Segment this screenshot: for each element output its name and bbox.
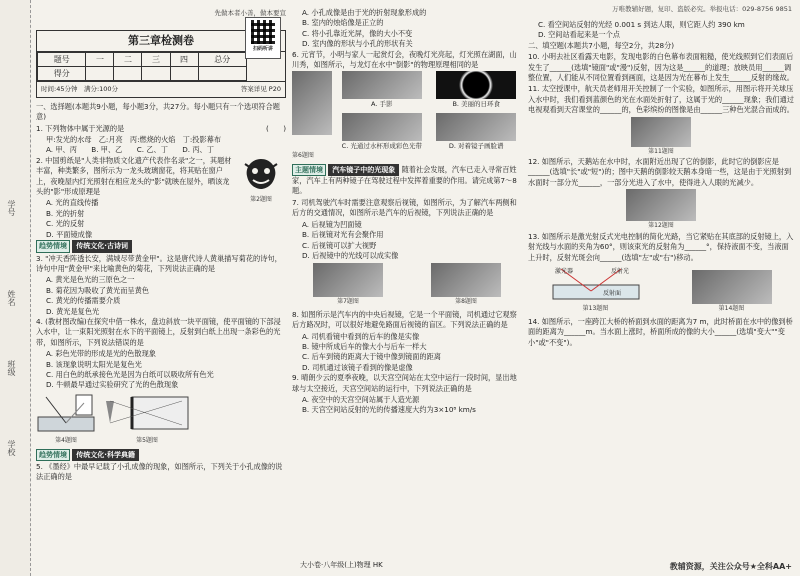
page-footer: 大小卷·八年级(上)物理 HK (300, 561, 383, 569)
question-5-option[interactable]: D. 室内像的形状与小孔的形状有关 (302, 39, 413, 49)
question-4: 4. (教材图改编)在探究中借一株水，盘边斜放一块平面镜，使平面镜的下部浸入水中，让一束阳光照射在水下的平面镜上，反射到白纸上出现一条彩色的光带，如图所示，下列说法错误的是 (36, 316, 281, 347)
figure-6-label: B. 美丽的日环食 (452, 100, 501, 109)
question-13: 13. 如图所示是激光射反式光电控制的简化光路，当它紧贴在其底部的反射镜上，入射光线与水面的夹角为60°，则该束光的反射角为______°，保持液面不变，当液面上升时，反射光斑会向______(选填"左"或"右")移动。 (528, 231, 794, 262)
question-8-option[interactable]: A. 司机看镜中看到的后车的像是实像 (302, 331, 420, 341)
topic-text: 随着社会发展，汽车已走入寻常百姓家，汽车上有两种镜子在驾驶过程中发挥着重要的作用。请完成第7～8题。 (292, 164, 517, 196)
question-7: 7. 司机驾驶汽车时需要注意观察后视镜，如图所示，为了解汽车两侧和后方的交通情况，如图所示是汽车的后视镜，下列说法正确的是 (292, 197, 517, 218)
score-input-cell[interactable] (170, 67, 198, 81)
qr-code-icon (251, 20, 275, 44)
qr-label: 扫码听讲 (252, 46, 273, 53)
question-1-text: 甲:发光的水母 乙:月亮 丙:燃烧的火焰 丁:投影幕布 (46, 135, 222, 145)
question-7-option[interactable]: C. 后视镜可以扩大视野 (302, 240, 377, 250)
exam-time: 时间:45分钟 满分:100分 (41, 85, 119, 94)
dragon-paper-cut-icon (241, 156, 281, 192)
dispersion-experiment-icon (36, 393, 96, 433)
score-cell: 二 (114, 53, 142, 67)
figures-13-14 (528, 265, 794, 315)
margin-label-student-id: 学号 (7, 200, 16, 216)
side-mirror-photo (313, 263, 383, 297)
score-cell: 四 (170, 53, 198, 67)
score-header-row (38, 53, 247, 67)
question-7-option[interactable]: A. 后视镜为凹面镜 (302, 219, 362, 229)
figure-11 (528, 117, 794, 157)
score-cell: 三 (142, 53, 170, 67)
swan-photo (626, 189, 696, 221)
hand-shadow-photo (342, 71, 422, 99)
question-4-option[interactable]: A. 彩色光带的形成是光的色散现象 (46, 349, 156, 359)
question-1-stem: 1. 下列物体中属于光源的是 (36, 123, 125, 133)
laser-label: 激光器 (554, 267, 573, 275)
score-cell: 得分 (38, 67, 86, 81)
space-class-photo (631, 117, 691, 147)
score-input-cell[interactable] (114, 67, 142, 81)
figure-6-option-b[interactable] (431, 71, 523, 109)
binding-margin (0, 0, 31, 576)
topic-badge: 主题情境 (292, 164, 326, 176)
question-12: 12. 如图所示，天鹅站在水中时，水面附近出现了它的倒影，此时它的倒影应是______(选填"长"或"短")的；图中天鹅的倒影较天鹅本身暗一些，这是由于光照射到水面时一部分光______，一部分光进入了水中，使得进入人眼的光减少。 (528, 157, 792, 187)
question-11: 11. 太空授课中，航天员老师用开关控制了一个实验，如图所示，用图示将开关球压入水中时，我们看到蓝颜色的光在水面处折射了，这属于光的______现象；我们通过电视观看到天宫课堂的______的，色彩缤纷的图像是由______三种色光混合而成的。 (528, 84, 794, 115)
solar-eclipse-photo (436, 71, 516, 99)
score-cell: 一 (86, 53, 114, 67)
figure-2 (236, 156, 286, 240)
margin-label-school: 学校 (7, 440, 16, 456)
culture-badge: 传统文化·古诗词 (72, 240, 132, 252)
question-2-body (36, 156, 236, 240)
figure-13 (551, 265, 641, 315)
figure-6-label: A. 手影 (371, 100, 393, 109)
column-3 (528, 20, 794, 349)
question-3-option[interactable]: D. 黄光是复色光 (46, 306, 100, 316)
question-4-option[interactable]: B. 该现象说明太阳光是复色光 (46, 359, 142, 369)
figure-13-caption: 第13题图 (582, 305, 609, 313)
question-8: 8. 如图所示是汽车内的中央后视镜，它是一个平面镜，司机通过它观察后方路况时，可以很好地避免路面后视镜的盲区。下列说法正确的是 (292, 309, 517, 330)
question-9-option[interactable]: A. 夜空中的天宫空间站属于人造光源 (302, 394, 420, 404)
question-8-option[interactable]: C. 后车到镜的距离大于镜中像到镜面的距离 (302, 352, 441, 362)
figure-6-options (336, 71, 522, 151)
reflective-surface-label: 反射面 (602, 289, 621, 297)
opera-mask-photo (436, 113, 516, 141)
score-cell: 总分 (198, 53, 246, 67)
figure-6-option-a[interactable] (336, 71, 428, 109)
question-10: 10. 小明去社区看露天电影，发现电影的白色幕布表面粗糙，使光线照到它们表面后发生了______(选填"镜面"或"漫")反射，因为这是______的道理；放映员用______调整位置，人们能从不同位置看到画面，这是因为光在幕布上发生______反射的缘故。 (528, 52, 794, 83)
figure-14 (692, 270, 772, 314)
question-2: 2. 中国剪纸是"人类非物质文化遗产代表作名录"之一，其题材丰富，种类繁多，图所示为一龙头玻璃窗花，将其贴在窗户上，夜晚屋内灯光照射在相应龙头的"影"就映在屋外，晒该龙头的"影"形成原理是 (36, 155, 232, 197)
question-2-option[interactable]: A. 光的直线传播 (46, 198, 99, 208)
lantern-photo (292, 71, 332, 135)
figure-11-caption: 第11题图 (648, 147, 674, 155)
question-3-tags (36, 240, 286, 252)
header-notice: 万唯教辅好题，复印、盗版必究。举报电话：029-8756 9851 (612, 5, 792, 13)
figure-6-option-c[interactable] (336, 113, 428, 151)
pinhole-camera-icon (102, 393, 192, 433)
score-input-cell[interactable] (86, 67, 114, 81)
figure-6-option-d[interactable] (431, 113, 523, 151)
margin-label-class: 班级 (7, 360, 16, 376)
answer-blank[interactable]: ( ) (266, 123, 286, 133)
score-input-cell[interactable] (142, 67, 170, 81)
culture-badge: 传统文化·科学典籍 (72, 449, 139, 461)
question-3-option[interactable]: B. 菊花因为吸收了黄光而呈黄色 (46, 285, 149, 295)
score-table (37, 52, 247, 81)
question-2-block (36, 156, 286, 240)
trend-badge: 趋势情境 (36, 240, 70, 252)
water-glass-photo (342, 113, 422, 141)
question-7-option[interactable]: B. 后视镜对光有会聚作用 (302, 230, 384, 240)
rearview-mirror-photo (431, 263, 501, 297)
section-1-heading: 一、选择题(本题共9小题，每小题3分，共27分。每小题只有一个选项符合题意) (36, 101, 280, 122)
question-2-option[interactable]: C. 光的反射 (46, 219, 85, 229)
score-input-cell[interactable] (198, 67, 246, 81)
question-8-option[interactable]: D. 司机通过该镜子看到的像是虚像 (302, 362, 413, 372)
figures-4-5 (36, 393, 286, 447)
header-tip: 先做本者小善，做本要宣 (214, 9, 286, 17)
figure-6-caption: 第6题图 (292, 152, 314, 160)
question-1 (36, 124, 286, 134)
question-5: 5. 《墨经》中最早记载了小孔成像的现象，如图所示，下列关于小孔成像的说法正确的是 (36, 462, 283, 482)
question-3: 3. "冲天香阵透长安，满城尽带黄金甲"。这是唐代诗人黄巢描写菊花的诗句，诗句中用"黄金甲"来比喻黄色的菊花，下列说法正确的是 (36, 253, 282, 273)
question-9-option[interactable]: B. 天宫空间站反射的光的传播速度大约为3×10⁸ km/s (302, 405, 476, 415)
figure-7-caption: 第7题图 (337, 298, 359, 306)
margin-label-name: 姓名 (7, 290, 16, 306)
question-5-tags (36, 449, 286, 461)
figure-8-caption: 第8题图 (455, 298, 477, 306)
figure-6-label: C. 光通过水杯形成彩色光带 (341, 141, 422, 150)
laser-diagram-icon (551, 265, 641, 301)
question-3-option[interactable]: C. 黄光的传播需要介质 (46, 296, 121, 306)
figure-6-label: D. 对着镜子画脸谱 (448, 141, 504, 150)
question-9: 9. 晴朗少云的夏季夜晚，以天宫空间站在太空中运行一段时间，显出地球与太空接近，天宫空间站的运行中，下列说法正确的是 (292, 373, 517, 393)
question-9-option[interactable]: D. 空间站看起来是一个点 (538, 30, 620, 40)
exam-title: 第三章检测卷 (128, 34, 194, 48)
figure-4-caption: 第4题图 (55, 437, 77, 445)
question-3-option[interactable]: A. 黄光是色光的三原色之一 (46, 275, 135, 285)
title-box (36, 30, 286, 97)
score-value-row (38, 67, 247, 81)
question-2-option[interactable]: B. 光的折射 (46, 208, 85, 218)
question-5-option[interactable]: C. 将小孔靠近光屏，像的大小不变 (302, 28, 413, 38)
figure-12-caption: 第12题图 (648, 222, 674, 230)
figure-12 (528, 189, 794, 231)
bridge-photo (692, 270, 772, 304)
question-4-option[interactable]: D. 牛顿最早通过实验研究了光的色散现象 (46, 380, 179, 390)
answer-reference: 答案详见 P20 (240, 85, 281, 94)
question-14: 14. 如图所示，一座跨江大桥的桥面到水面的距离为7 m，此时桥面在水中的像到桥面的距离为______m。当水面上涨时，桥面所成的像的大小______(选填"变大""变小"或"不变")。 (528, 316, 793, 347)
column-1 (36, 8, 286, 484)
score-cell: 题号 (38, 53, 86, 67)
figure-4 (36, 393, 96, 447)
figure-6 (292, 71, 522, 151)
section-2-heading: 二、填空题(本题共7小题，每空2分，共28分) (528, 40, 675, 50)
question-2-option[interactable]: D. 平面镜成像 (46, 229, 93, 239)
figure-5-caption: 第5题图 (136, 437, 158, 445)
watermark-footer: 教辅资源，关注公众号★全科AA+ (669, 562, 792, 571)
figures-7-8 (292, 263, 522, 307)
figure-8 (431, 263, 501, 307)
column-2 (292, 8, 522, 416)
topic-intro (292, 164, 522, 197)
exam-meta (37, 81, 285, 96)
qr-code[interactable] (245, 17, 281, 59)
question-5-option[interactable]: B. 室内的烛焰像是正立的 (302, 18, 384, 28)
figure-14-caption: 第14题图 (718, 305, 745, 313)
exam-title-row (37, 31, 285, 52)
figure-7 (313, 263, 383, 307)
question-4-option[interactable]: C. 用白色的纸承接色光是因为白纸可以吸收所有色光 (46, 369, 214, 379)
question-1-options: A. 甲、丙 B. 甲、乙 C. 乙、丁 D. 丙、丁 (46, 145, 214, 155)
figure-2-caption: 第2题图 (250, 196, 272, 204)
question-8-option[interactable]: B. 镜中所成后车的像大小与后车一样大 (302, 341, 427, 351)
question-7-option[interactable]: D. 后视镜中的光线可以成实像 (302, 250, 399, 260)
question-9-option[interactable]: C. 看空间站反射的光经 0.001 s 到达人眼，则它距人约 390 km (538, 20, 745, 29)
question-6: 6. 元宵节，小明与家人一起赏灯会，夜晚灯光亮起，灯光照在湖面，山川秀，如图所示，与龙灯在水中"倒影"的物理原理相同的是 (292, 49, 517, 70)
reflected-light-label: 反射光 (610, 267, 629, 275)
question-5-option[interactable]: A. 小孔成像是由于光的折射现象形成的 (302, 8, 427, 17)
trend-badge: 趋势情境 (36, 449, 70, 461)
figure-5 (102, 393, 192, 447)
topic-title: 汽车镜子中的光现象 (328, 164, 399, 176)
